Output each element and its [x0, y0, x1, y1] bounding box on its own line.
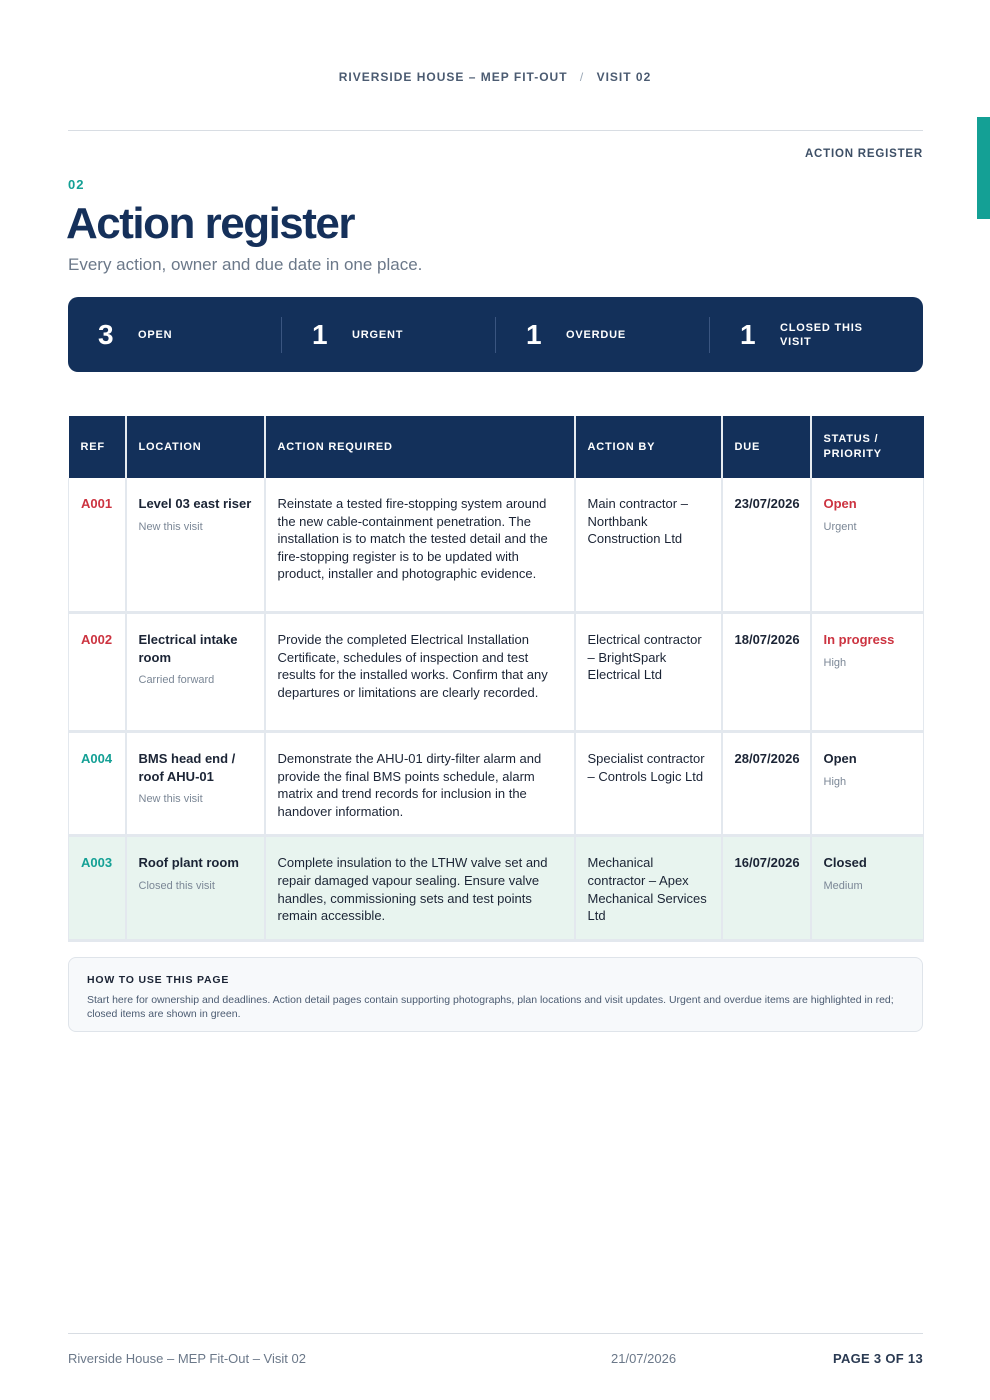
page-title: Action register: [66, 199, 355, 248]
stat-closed-this-visit: [709, 317, 923, 353]
section-label: ACTION REGISTER: [804, 148, 923, 160]
column-header-due: DUE: [722, 416, 811, 478]
header-visit: VISIT 02: [596, 70, 652, 84]
column-header-location: LOCATION: [126, 416, 265, 478]
priority-label: High: [823, 656, 847, 669]
stat-label: OPEN: [138, 328, 173, 341]
status-label: Open: [823, 751, 857, 766]
action-ref: A002: [81, 632, 113, 647]
stat-label: CLOSED THIS VISIT: [780, 321, 863, 348]
stat-value: 1: [526, 318, 542, 350]
table-row: [69, 732, 924, 836]
how-to-use-note: [68, 957, 923, 1032]
stat-label: URGENT: [352, 328, 404, 341]
table-row: [69, 478, 924, 613]
action-description: Complete insulation to the LTHW valve set and repair damaged vapour sealing. Ensure valve handles, commissioning sets and test points remain accessible.: [265, 836, 575, 940]
location-name: Electrical intake room: [138, 632, 238, 665]
stat-urgent: [281, 317, 495, 353]
action-ref: A004: [81, 751, 113, 766]
priority-label: Urgent: [823, 520, 857, 533]
table-row: [69, 613, 924, 732]
stat-value: 1: [312, 318, 328, 350]
priority-label: Medium: [823, 879, 863, 892]
note-title: HOW TO USE THIS PAGE: [87, 974, 230, 986]
action-description: Provide the completed Electrical Installation Certificate, schedules of inspection and test results for the installed works. Confirm that any departures or limitations are clearly recorded.: [265, 613, 575, 732]
action-description: Reinstate a tested fire-stopping system around the new cable-containment penetration. The installation is to match the tested detail and the fire-stopping register is to be updated with product, installer and photographic evidence.: [265, 478, 575, 613]
footer-page-number: PAGE 3 OF 13: [832, 1351, 923, 1366]
stat-overdue: [495, 317, 709, 353]
action-owner: Specialist contractor – Controls Logic Ltd: [575, 732, 722, 836]
location-name: Level 03 east riser: [138, 496, 252, 511]
location-name: Roof plant room: [138, 855, 239, 871]
footer-document-name: Riverside House – MEP Fit-Out – Visit 02: [68, 1351, 306, 1366]
table-row: [69, 836, 924, 940]
running-header: [0, 70, 990, 84]
due-date: 28/07/2026: [734, 751, 800, 766]
location-name: BMS head end / roof AHU-01: [138, 751, 236, 784]
action-ref: A001: [81, 496, 113, 511]
due-date: 16/07/2026: [734, 855, 800, 871]
section-side-tab: [977, 117, 990, 219]
action-owner: Electrical contractor – BrightSpark Electrical Ltd: [575, 613, 722, 732]
header-divider: [68, 130, 923, 131]
action-owner: Main contractor – Northbank Construction Ltd: [575, 478, 722, 613]
stat-open: [68, 317, 281, 353]
column-header-action-required: ACTION REQUIRED: [265, 416, 575, 478]
column-header-status-priority: STATUS / PRIORITY: [811, 416, 924, 478]
note-body: Start here for ownership and deadlines. Action detail pages contain supporting photographs, plan locations and visit updates. Urgent and overdue items are highlighted in red; closed items are shown in green.: [87, 994, 894, 1020]
location-note: New this visit: [138, 520, 203, 533]
stat-value: 3: [98, 318, 114, 350]
table-header-row: [69, 416, 924, 478]
stat-value: 1: [740, 318, 756, 350]
location-note: Carried forward: [138, 674, 215, 687]
action-register-table: [68, 416, 924, 942]
location-note: Closed this visit: [138, 879, 215, 892]
summary-stats-bar: [68, 297, 923, 372]
status-label: In progress: [823, 632, 895, 647]
stat-label: OVERDUE: [566, 328, 626, 341]
priority-label: High: [823, 775, 847, 788]
action-ref: A003: [81, 855, 113, 871]
section-number: 02: [68, 177, 85, 192]
column-header-ref: REF: [69, 416, 126, 478]
column-header-action-by: ACTION BY: [575, 416, 722, 478]
due-date: 18/07/2026: [734, 632, 800, 647]
status-label: Open: [823, 496, 857, 511]
header-project: RIVERSIDE HOUSE – MEP FIT-OUT: [338, 70, 568, 84]
action-description: Demonstrate the AHU-01 dirty-filter alarm and provide the final BMS points schedule, alarm matrix and trend records for inclusion in the handover information.: [265, 732, 575, 836]
status-label: Closed: [823, 855, 867, 871]
page-subtitle: Every action, owner and due date in one place.: [68, 255, 423, 274]
header-separator: /: [579, 70, 585, 84]
location-note: New this visit: [138, 793, 203, 806]
footer-date: 21/07/2026: [611, 1351, 677, 1366]
action-owner: Mechanical contractor – Apex Mechanical Services Ltd: [575, 836, 722, 940]
due-date: 23/07/2026: [734, 496, 800, 511]
footer-divider: [68, 1333, 923, 1334]
